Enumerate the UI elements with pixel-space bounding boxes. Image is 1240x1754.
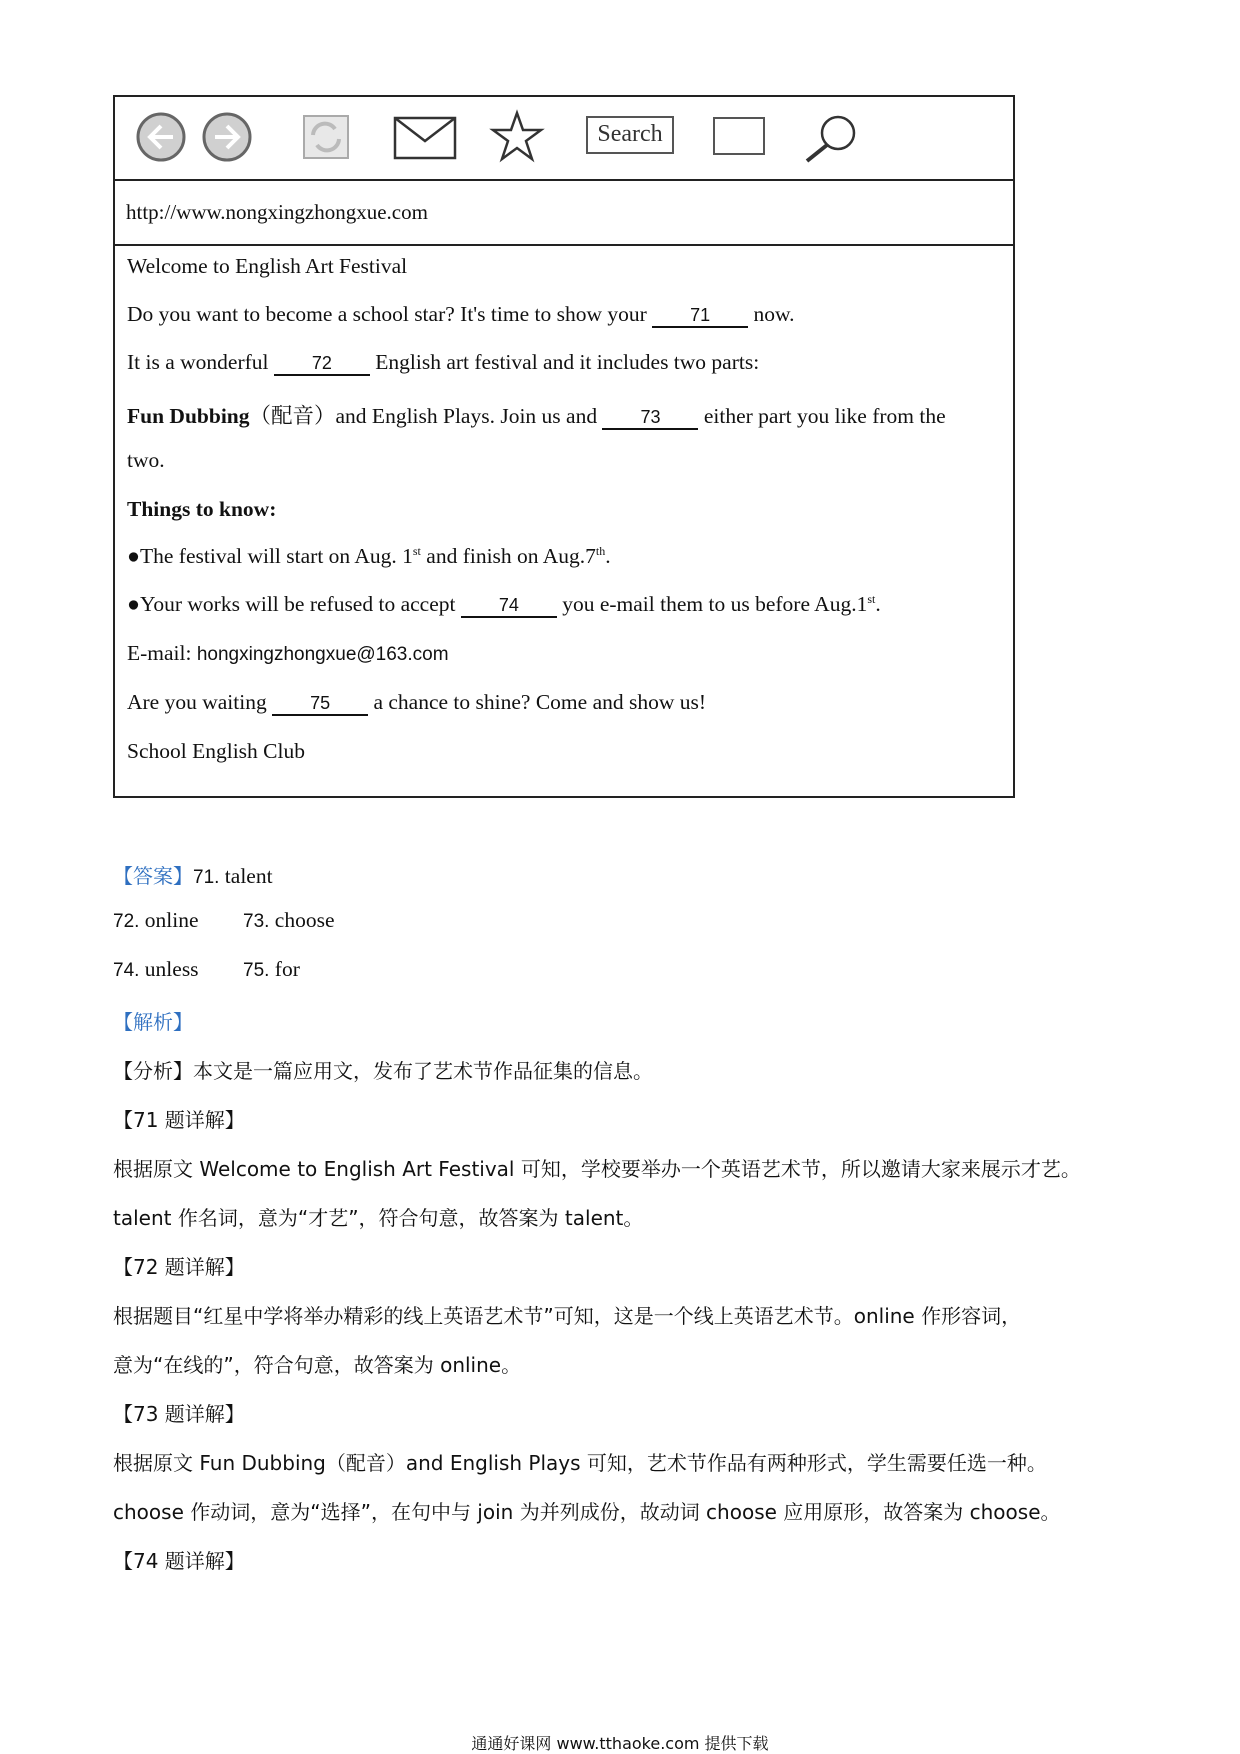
address-bar[interactable]: http://www.nongxingzhongxue.com (115, 181, 1013, 246)
search-button[interactable]: Search (586, 116, 674, 154)
star-icon[interactable] (489, 109, 545, 163)
q71-paragraph-2: talent 作名词，意为“才艺”，符合句意，故答案为 talent。 (113, 1206, 644, 1230)
answer-75-group (243, 957, 300, 982)
mail-icon[interactable] (392, 115, 458, 161)
blank-74: 74 (461, 594, 557, 618)
text-segment: The festival will start on Aug. 1 (140, 544, 413, 569)
answer-label: 【答案】 (113, 864, 193, 888)
text-segment: It is a wonderful (127, 350, 269, 374)
text-segment: a chance to shine? Come and show us! (373, 690, 707, 714)
text-segment: . (605, 544, 611, 569)
answer-73: choose (274, 908, 335, 932)
answer-number: 71. (193, 867, 220, 888)
answer-71: talent (224, 864, 273, 888)
answer-72: online (144, 908, 199, 932)
page-footer: 通通好课网 www.tthaoke.com 提供下载 (471, 1734, 769, 1753)
q74-heading: 【74 题详解】 (113, 1549, 245, 1573)
q73-paragraph-1: 根据原文 Fun Dubbing（配音）and English Plays 可知，艺术节作品有两种形式，学生需要任选一种。 (113, 1451, 1047, 1475)
text-segment: and finish on Aug.7 (420, 544, 596, 569)
passage-title: Welcome to English Art Festival (127, 254, 408, 278)
passage-line-2 (127, 350, 759, 376)
passage-line-3 (127, 399, 946, 430)
refresh-icon[interactable] (301, 113, 351, 161)
bullet-1 (127, 544, 611, 569)
q71-heading: 【71 题详解】 (113, 1108, 245, 1132)
window-icon[interactable] (713, 117, 765, 155)
superscript: th (595, 544, 606, 558)
blank-71: 71 (652, 304, 748, 328)
q73-heading: 【73 题详解】 (113, 1402, 245, 1426)
answer-number: 73. (243, 911, 270, 932)
passage-line-wait (127, 690, 706, 716)
answer-73-group (243, 908, 335, 933)
text-segment: you e-mail them to us before Aug.1 (562, 592, 868, 617)
email-address[interactable]: hongxingzhongxue@163.com (196, 644, 449, 665)
text-segment: （配音）and English Plays. Join us and (249, 404, 598, 428)
browser-toolbar (115, 97, 1013, 181)
analysis-label: 【解析】 (113, 1010, 193, 1034)
answer-75: for (274, 957, 300, 981)
text-segment: Your works will be refused to accept (140, 592, 456, 617)
back-arrow-icon[interactable] (135, 111, 187, 163)
blank-75: 75 (272, 692, 368, 716)
bullet-2 (127, 592, 881, 618)
text-segment: English art festival and it includes two parts: (375, 350, 760, 374)
signature: School English Club (127, 739, 305, 763)
q72-paragraph-2: 意为“在线的”，符合句意，故答案为 online。 (113, 1353, 522, 1377)
magnifier-icon[interactable] (803, 111, 863, 165)
text-segment: Are you waiting (127, 690, 267, 714)
text-segment: now. (753, 302, 795, 326)
text-segment: either part you like from the (703, 404, 946, 428)
things-heading: Things to know: (127, 497, 277, 521)
answer-line-2 (113, 908, 335, 933)
email-line (127, 641, 449, 666)
answer-line-3 (113, 957, 300, 982)
superscript: st (412, 544, 421, 558)
text-segment: Do you want to become a school star? It's time to show your (127, 302, 647, 326)
blank-73: 73 (602, 406, 698, 430)
answer-number: 75. (243, 960, 270, 981)
passage-line-1 (127, 302, 795, 328)
analysis-summary: 【分析】本文是一篇应用文，发布了艺术节作品征集的信息。 (113, 1059, 653, 1083)
browser-mockup (113, 95, 1015, 798)
bullet-icon: ● (127, 544, 140, 569)
passage-line-4: two. (127, 448, 165, 472)
q73-paragraph-2: choose 作动词，意为“选择”，在句中与 join 为并列成份，故动词 choose 应用原形，故答案为 choose。 (113, 1500, 1061, 1524)
forward-arrow-icon[interactable] (201, 111, 253, 163)
email-label: E-mail: (127, 641, 197, 665)
blank-72: 72 (274, 352, 370, 376)
bold-term: Fun Dubbing (127, 404, 250, 428)
bullet-icon: ● (127, 592, 140, 617)
q72-heading: 【72 题详解】 (113, 1255, 245, 1279)
answer-number: 72. (113, 911, 140, 932)
text-segment: . (875, 592, 881, 617)
answer-number: 74. (113, 960, 140, 981)
q72-paragraph-1: 根据题目“红星中学将举办精彩的线上英语艺术节”可知，这是一个线上英语艺术节。online 作形容词， (113, 1304, 1022, 1328)
answer-74: unless (144, 957, 199, 981)
answer-line-1 (113, 860, 273, 889)
superscript: st (867, 592, 876, 606)
q71-paragraph-1: 根据原文 Welcome to English Art Festival 可知，学校要举办一个英语艺术节，所以邀请大家来展示才艺。 (113, 1157, 1081, 1181)
